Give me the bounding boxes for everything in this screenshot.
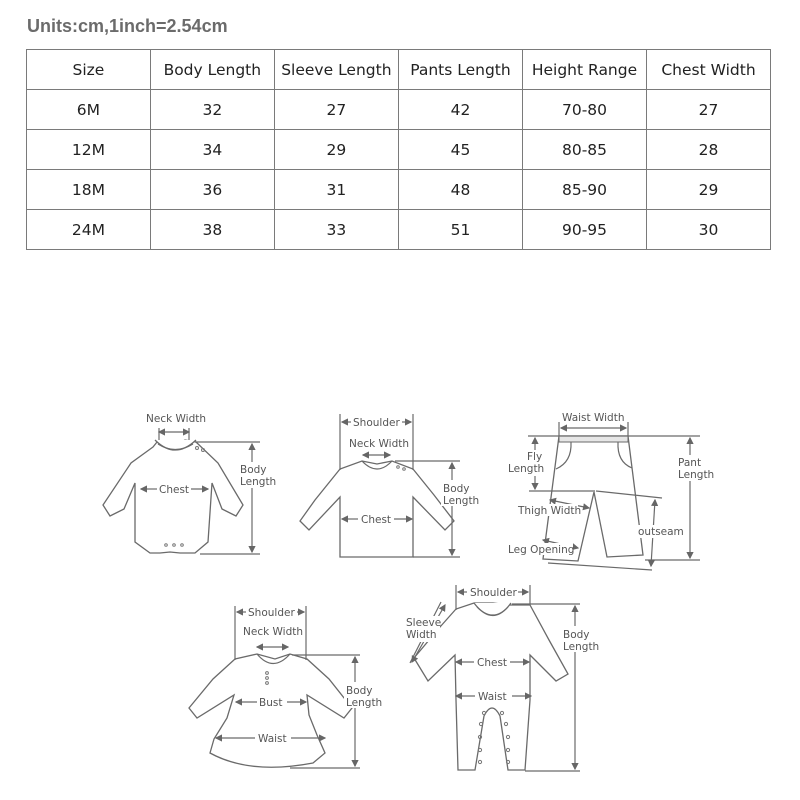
tshirt-diagram <box>300 414 481 557</box>
header-chest-width: Chest Width <box>647 50 771 90</box>
pants-waist-width-label: Waist Width <box>562 412 625 424</box>
pants-outseam-label: outseam <box>638 526 684 538</box>
bodysuit-neck-width-label: Neck Width <box>146 413 207 425</box>
header-height-range: Height Range <box>522 50 646 90</box>
romper-sleeve-label: Sleeve <box>406 617 442 629</box>
tshirt-shoulder-label: Shoulder <box>353 417 400 429</box>
table-row <box>27 90 771 130</box>
romper-waist-label: Waist <box>478 691 507 703</box>
cell-sleeve-length: 27 <box>274 90 398 130</box>
dress-shoulder-label: Shoulder <box>248 607 295 619</box>
table-row <box>27 130 771 170</box>
romper-shoulder-label: Shoulder <box>470 587 517 599</box>
bodysuit-length-label: Length <box>240 476 277 488</box>
tshirt-chest-label: Chest <box>361 514 392 526</box>
pants-diagram <box>505 412 715 570</box>
cell-height-range: 90-95 <box>522 210 646 250</box>
cell-pants-length: 51 <box>398 210 522 250</box>
header-body-length: Body Length <box>150 50 274 90</box>
cell-height-range: 85-90 <box>522 170 646 210</box>
cell-sleeve-length: 29 <box>274 130 398 170</box>
pants-fly-label: Fly <box>527 451 543 463</box>
dress-length-label: Length <box>346 697 383 709</box>
dress-diagram <box>189 606 384 768</box>
size-chart-table <box>26 49 771 250</box>
cell-size: 6M <box>27 90 151 130</box>
cell-body-length: 38 <box>150 210 274 250</box>
table-row <box>27 210 771 250</box>
cell-chest-width: 27 <box>647 90 771 130</box>
pants-leg-opening-label: Leg Opening <box>508 544 575 556</box>
cell-chest-width: 28 <box>647 130 771 170</box>
table-header-row <box>27 50 771 90</box>
pants-pant-length-label: Length <box>678 469 715 481</box>
header-size: Size <box>27 50 151 90</box>
header-pants-length: Pants Length <box>398 50 522 90</box>
cell-sleeve-length: 31 <box>274 170 398 210</box>
tshirt-neck-width-label: Neck Width <box>349 438 410 450</box>
measurement-diagrams <box>0 400 800 800</box>
cell-size: 24M <box>27 210 151 250</box>
bodysuit-chest-label: Chest <box>159 484 190 496</box>
romper-width-label: Width <box>406 629 437 641</box>
dress-body-label: Body <box>346 685 373 697</box>
cell-body-length: 34 <box>150 130 274 170</box>
cell-chest-width: 29 <box>647 170 771 210</box>
table-row <box>27 170 771 210</box>
header-sleeve-length: Sleeve Length <box>274 50 398 90</box>
romper-body-label: Body <box>563 629 590 641</box>
bodysuit-body-label: Body <box>240 464 267 476</box>
romper-chest-label: Chest <box>477 657 508 669</box>
cell-size: 12M <box>27 130 151 170</box>
cell-pants-length: 48 <box>398 170 522 210</box>
tshirt-length-label: Length <box>443 495 480 507</box>
cell-sleeve-length: 33 <box>274 210 398 250</box>
dress-waist-label: Waist <box>258 733 287 745</box>
cell-size: 18M <box>27 170 151 210</box>
cell-pants-length: 42 <box>398 90 522 130</box>
bodysuit-diagram <box>103 413 278 554</box>
cell-pants-length: 45 <box>398 130 522 170</box>
pants-thigh-width-label: Thigh Width <box>518 505 582 517</box>
romper-length-label: Length <box>563 641 600 653</box>
tshirt-body-label: Body <box>443 483 470 495</box>
cell-body-length: 32 <box>150 90 274 130</box>
dress-neck-width-label: Neck Width <box>243 626 304 638</box>
dress-bust-label: Bust <box>259 697 283 709</box>
pants-pant-label: Pant <box>678 457 702 469</box>
cell-height-range: 80-85 <box>522 130 646 170</box>
cell-height-range: 70-80 <box>522 90 646 130</box>
pants-fly-length-label: Length <box>508 463 545 475</box>
cell-chest-width: 30 <box>647 210 771 250</box>
cell-body-length: 36 <box>150 170 274 210</box>
romper-diagram <box>404 585 601 771</box>
units-note: Units:cm,1inch=2.54cm <box>27 16 228 36</box>
